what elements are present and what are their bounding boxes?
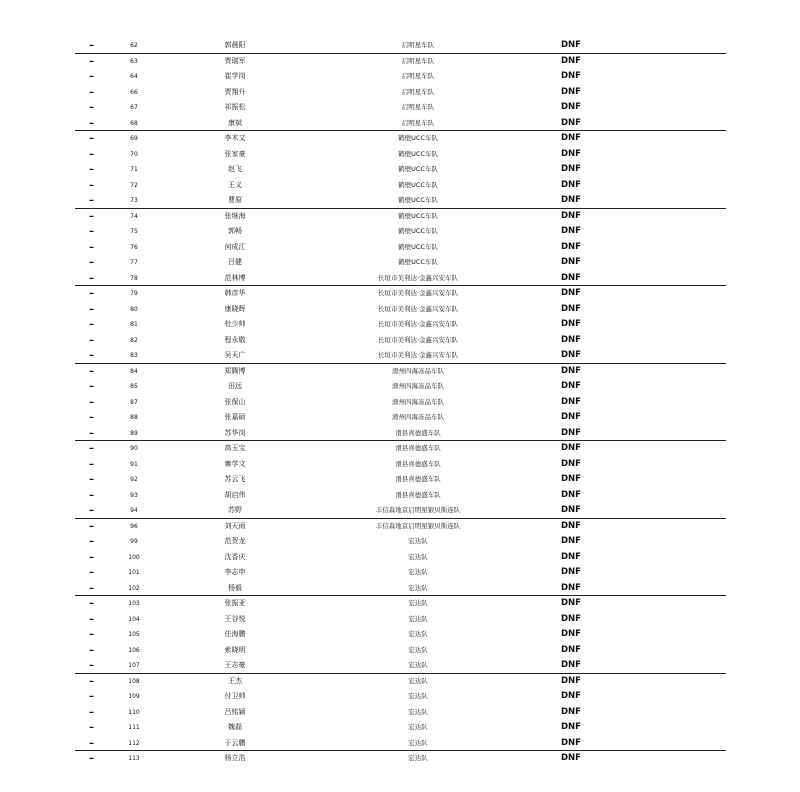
rank-cell: –	[89, 613, 94, 625]
rank-cell: –	[89, 257, 94, 268]
team-name-cell: 鹤壁UCC车队	[398, 227, 438, 235]
table-row	[75, 705, 726, 721]
result-cell: DNF	[561, 148, 581, 159]
table-row	[75, 720, 726, 736]
rider-name-cell: 范贺龙	[224, 537, 246, 545]
rank-cell: –	[89, 303, 94, 315]
rider-name-cell: 胡启伟	[224, 490, 246, 499]
rank-cell: –	[89, 288, 94, 299]
result-cell: DNF	[561, 753, 581, 763]
bib-number-cell: 105	[128, 631, 140, 638]
bib-number-cell: 99	[130, 538, 138, 545]
rider-name-cell: 张嘉硕	[224, 413, 246, 421]
rider-name-cell: 吕健	[228, 258, 242, 266]
rider-name-cell: 康晓辉	[224, 304, 246, 313]
rank-cell: –	[89, 179, 94, 191]
table-row	[75, 100, 726, 116]
result-cell: DNF	[561, 303, 581, 314]
result-cell: DNF	[561, 396, 581, 407]
bib-number-cell: 70	[130, 150, 138, 158]
bib-number-cell: 73	[130, 197, 138, 204]
rank-cell: –	[89, 644, 94, 656]
bib-number-cell: 90	[130, 445, 138, 452]
result-cell: DNF	[561, 474, 581, 484]
team-name-cell: 鹤壁UCC车队	[398, 149, 438, 158]
rider-name-cell: 张家豪	[224, 149, 246, 158]
result-cell: DNF	[561, 427, 581, 438]
result-cell: DNF	[561, 102, 581, 112]
rank-cell: –	[89, 226, 94, 237]
team-name-cell: 滑县喜德盛车队	[395, 475, 441, 483]
rider-name-cell: 苏野	[228, 506, 242, 514]
team-name-cell: 长垣市美利达·金鑫兴安车队	[377, 320, 459, 328]
table-row	[75, 751, 726, 767]
bib-number-cell: 107	[128, 662, 140, 669]
team-name-cell: 鹤壁UCC车队	[398, 180, 438, 189]
team-name-cell: 鹤壁UCC车队	[398, 258, 438, 266]
rank-cell: –	[89, 474, 94, 485]
bib-number-cell: 101	[128, 569, 140, 576]
rider-name-cell: 索晓明	[224, 645, 246, 654]
rank-cell: –	[89, 272, 94, 284]
bib-number-cell: 91	[130, 460, 138, 468]
result-cell: DNF	[561, 210, 581, 221]
rank-cell: –	[89, 71, 94, 82]
team-name-cell: 启明星车队	[401, 103, 435, 111]
table-row	[75, 689, 726, 705]
table-row	[75, 286, 726, 302]
bib-number-cell: 111	[128, 724, 140, 731]
team-name-cell: 滑州四海冻品车队	[392, 413, 444, 421]
bib-number-cell: 84	[130, 367, 138, 375]
bib-number-cell: 78	[130, 274, 138, 282]
result-cell: DNF	[561, 536, 581, 546]
rank-cell: –	[89, 489, 94, 501]
table-row	[75, 379, 726, 395]
rider-name-cell: 何成江	[224, 242, 246, 251]
rider-name-cell: 苏华岗	[224, 428, 246, 437]
rank-cell: –	[89, 520, 94, 532]
result-cell: DNF	[561, 319, 581, 329]
table-row	[75, 441, 726, 457]
rank-cell: –	[89, 443, 94, 454]
table-row	[75, 131, 726, 147]
result-cell: DNF	[561, 381, 581, 391]
bib-number-cell: 74	[130, 212, 138, 220]
team-name-cell: 鹤壁UCC车队	[398, 242, 438, 251]
rank-cell: –	[89, 753, 94, 764]
rider-name-cell: 王志豪	[224, 661, 246, 669]
team-name-cell: 滑州四海冻品车队	[392, 382, 444, 390]
result-cell: DNF	[561, 567, 581, 577]
result-cell: DNF	[561, 164, 581, 174]
team-name-cell: 宏达队	[408, 707, 428, 716]
result-cell: DNF	[561, 71, 581, 81]
team-name-cell: 丰信森地京启明星银贝斯连队	[375, 521, 461, 530]
bib-number-cell: 83	[130, 352, 138, 359]
rank-cell: –	[89, 117, 94, 129]
team-name-cell: 宏达队	[408, 552, 428, 561]
team-name-cell: 宏达队	[408, 754, 428, 762]
rider-name-cell: 杜少帅	[224, 320, 246, 328]
table-row	[75, 302, 726, 318]
table-row	[75, 162, 726, 178]
result-cell: DNF	[561, 40, 581, 50]
bib-number-cell: 80	[130, 305, 138, 313]
table-row	[75, 209, 726, 225]
team-name-cell: 滑县喜德盛车队	[395, 459, 441, 468]
rank-cell: –	[89, 350, 94, 361]
bib-number-cell: 66	[130, 88, 138, 96]
rank-cell: –	[89, 164, 94, 175]
bib-number-cell: 88	[130, 414, 138, 421]
table-row	[75, 178, 726, 194]
rider-name-cell: 于云鹏	[224, 738, 246, 747]
rider-name-cell: 杨毅	[228, 583, 242, 592]
result-cell: DNF	[561, 737, 581, 748]
team-name-cell: 宏达队	[408, 723, 428, 731]
team-name-cell: 丰信森地京启明星银贝斯连队	[375, 506, 461, 514]
result-cell: DNF	[561, 505, 581, 515]
rank-cell: –	[89, 195, 94, 206]
bib-number-cell: 94	[130, 507, 138, 514]
result-cell: DNF	[561, 706, 581, 717]
result-cell: DNF	[561, 613, 581, 624]
result-cell: DNF	[561, 241, 581, 252]
team-name-cell: 启明星车队	[401, 56, 435, 65]
result-cell: DNF	[561, 55, 581, 66]
table-row	[75, 534, 726, 550]
rank-cell: –	[89, 675, 94, 687]
bib-number-cell: 93	[130, 491, 138, 499]
team-name-cell: 启明星车队	[401, 87, 435, 96]
result-cell: DNF	[561, 257, 581, 267]
team-name-cell: 鹤壁UCC车队	[398, 196, 438, 204]
table-row	[75, 643, 726, 659]
rider-name-cell: 寨学文	[224, 459, 246, 468]
bib-number-cell: 67	[130, 104, 138, 111]
result-cell: DNF	[561, 365, 581, 376]
result-cell: DNF	[561, 629, 581, 639]
result-cell: DNF	[561, 458, 581, 469]
table-row	[75, 410, 726, 426]
table-row	[75, 736, 726, 752]
rider-name-cell: 赵飞	[228, 165, 242, 173]
rider-name-cell: 李木又	[224, 134, 246, 142]
bib-number-cell: 68	[130, 119, 138, 127]
result-cell: DNF	[561, 691, 581, 701]
rank-cell: –	[89, 505, 94, 516]
bib-number-cell: 71	[130, 166, 138, 173]
rank-cell: –	[89, 551, 94, 563]
rider-name-cell: 韩彦华	[224, 289, 246, 297]
bib-number-cell: 81	[130, 321, 138, 328]
rider-name-cell: 张保山	[224, 397, 246, 406]
rank-cell: –	[89, 722, 94, 733]
bib-number-cell: 72	[130, 181, 138, 189]
rank-cell: –	[89, 629, 94, 640]
team-name-cell: 宏达队	[408, 568, 428, 576]
table-row	[75, 224, 726, 240]
table-row	[75, 333, 726, 349]
rank-cell: –	[89, 381, 94, 392]
rider-name-cell: 范林博	[224, 273, 246, 282]
team-name-cell: 宏达队	[408, 537, 428, 545]
rank-cell: –	[89, 102, 94, 113]
team-name-cell: 鹤壁UCC车队	[398, 134, 438, 142]
rider-name-cell: 郭晨阳	[224, 41, 246, 49]
rank-cell: –	[89, 40, 94, 51]
team-name-cell: 滑县喜德盛车队	[395, 428, 441, 437]
table-row	[75, 240, 726, 256]
rider-name-cell: 吕铭颖	[224, 707, 246, 716]
result-cell: DNF	[561, 226, 581, 236]
result-cell: DNF	[561, 582, 581, 593]
team-name-cell: 宏达队	[408, 676, 428, 685]
table-row	[75, 612, 726, 628]
table-row	[75, 519, 726, 535]
table-row	[75, 364, 726, 380]
rank-cell: –	[89, 660, 94, 671]
team-name-cell: 宏达队	[408, 614, 428, 623]
result-cell: DNF	[561, 722, 581, 732]
table-row	[75, 395, 726, 411]
rider-name-cell: 吴天广	[224, 351, 246, 359]
result-cell: DNF	[561, 179, 581, 190]
rank-cell: –	[89, 458, 94, 470]
team-name-cell: 宏达队	[408, 738, 428, 747]
result-cell: DNF	[561, 117, 581, 128]
bib-number-cell: 104	[128, 615, 140, 623]
bib-number-cell: 87	[130, 398, 138, 406]
bib-number-cell: 102	[128, 584, 140, 592]
bib-number-cell: 77	[130, 259, 138, 266]
rider-name-cell: 康斌	[228, 118, 242, 127]
table-row	[75, 457, 726, 473]
rider-name-cell: 王义	[228, 180, 242, 189]
rank-cell: –	[89, 396, 94, 408]
rider-name-cell: 田远	[228, 382, 242, 390]
rank-cell: –	[89, 691, 94, 702]
team-name-cell: 启明星车队	[401, 118, 435, 127]
rank-cell: –	[89, 582, 94, 594]
rider-name-cell: 苏云飞	[224, 475, 246, 483]
rider-name-cell: 高玉宝	[224, 444, 246, 452]
rider-name-cell: 贾翔升	[224, 87, 246, 96]
table-row	[75, 627, 726, 643]
rank-cell: –	[89, 536, 94, 547]
rider-name-cell: 付卫帅	[224, 692, 246, 700]
rank-cell: –	[89, 598, 94, 609]
rider-name-cell: 郑腾博	[224, 366, 246, 375]
rank-cell: –	[89, 737, 94, 749]
rider-name-cell: 任海鹏	[224, 630, 246, 638]
rank-cell: –	[89, 567, 94, 578]
team-name-cell: 滑县喜德盛车队	[395, 490, 441, 499]
table-row	[75, 38, 726, 54]
result-cell: DNF	[561, 551, 581, 562]
table-row	[75, 550, 726, 566]
bib-number-cell: 110	[128, 708, 140, 716]
rider-name-cell: 崔学岗	[224, 72, 246, 80]
team-name-cell: 启明星车队	[401, 41, 435, 49]
bib-number-cell: 96	[130, 522, 138, 530]
team-name-cell: 长垣市美利达·金鑫兴安车队	[377, 351, 459, 359]
team-name-cell: 滑县喜德盛车队	[395, 444, 441, 452]
table-row	[75, 503, 726, 519]
team-name-cell: 宏达队	[408, 645, 428, 654]
result-cell: DNF	[561, 489, 581, 500]
bib-number-cell: 100	[128, 553, 140, 561]
table-row	[75, 69, 726, 85]
bib-number-cell: 82	[130, 336, 138, 344]
table-row	[75, 255, 726, 271]
table-row	[75, 147, 726, 163]
result-cell: DNF	[561, 443, 581, 453]
team-name-cell: 长垣市美利达·金鑫兴安车队	[377, 304, 459, 313]
rank-cell: –	[89, 365, 94, 377]
result-cell: DNF	[561, 350, 581, 360]
table-row	[75, 426, 726, 442]
bib-number-cell: 62	[130, 42, 138, 49]
table-row	[75, 596, 726, 612]
team-name-cell: 长垣市美利达·金鑫兴安车队	[377, 335, 459, 344]
bib-number-cell: 64	[130, 73, 138, 80]
rider-name-cell: 王杰	[228, 676, 242, 685]
result-cell: DNF	[561, 412, 581, 422]
results-table	[75, 38, 726, 767]
table-row	[75, 317, 726, 333]
rider-name-cell: 贾瑞军	[224, 56, 246, 65]
rider-name-cell: 沈香庆	[224, 552, 246, 561]
bib-number-cell: 92	[130, 476, 138, 483]
rank-cell: –	[89, 334, 94, 346]
team-name-cell: 启明星车队	[401, 72, 435, 80]
rank-cell: –	[89, 86, 94, 98]
table-row	[75, 581, 726, 597]
rank-cell: –	[89, 706, 94, 718]
rank-cell: –	[89, 319, 94, 330]
rank-cell: –	[89, 241, 94, 253]
bib-number-cell: 76	[130, 243, 138, 251]
result-cell: DNF	[561, 660, 581, 670]
result-cell: DNF	[561, 520, 581, 531]
result-cell: DNF	[561, 288, 581, 298]
team-name-cell: 滑州四海冻品车队	[392, 366, 444, 375]
bib-number-cell: 113	[128, 755, 140, 762]
bib-number-cell: 79	[130, 290, 138, 297]
team-name-cell: 鹤壁UCC车队	[398, 211, 438, 220]
rider-name-cell: 魏磊	[228, 723, 242, 731]
bib-number-cell: 63	[130, 57, 138, 65]
table-row	[75, 658, 726, 674]
rider-name-cell: 王谷悦	[224, 614, 246, 623]
bib-number-cell: 109	[128, 693, 140, 700]
table-row	[75, 565, 726, 581]
table-row	[75, 271, 726, 287]
table-row	[75, 85, 726, 101]
bib-number-cell: 89	[130, 429, 138, 437]
table-row	[75, 488, 726, 504]
bib-number-cell: 106	[128, 646, 140, 654]
team-name-cell: 鹤壁UCC车队	[398, 165, 438, 173]
bib-number-cell: 108	[128, 677, 140, 685]
rank-cell: –	[89, 427, 94, 439]
rank-cell: –	[89, 133, 94, 144]
table-row	[75, 116, 726, 132]
table-row	[75, 54, 726, 70]
table-row	[75, 472, 726, 488]
rider-name-cell: 程永敬	[224, 335, 246, 344]
team-name-cell: 宏达队	[408, 661, 428, 669]
rider-name-cell: 祁振松	[224, 103, 246, 111]
rider-name-cell: 杨立浩	[224, 754, 246, 762]
table-row	[75, 674, 726, 690]
rider-name-cell: 刘天雨	[224, 521, 246, 530]
bib-number-cell: 103	[128, 600, 140, 607]
rank-cell: –	[89, 148, 94, 160]
team-name-cell: 宏达队	[408, 599, 428, 607]
result-cell: DNF	[561, 272, 581, 283]
team-name-cell: 宏达队	[408, 692, 428, 700]
result-cell: DNF	[561, 598, 581, 608]
team-name-cell: 长垣市美利达·金鑫兴安车队	[377, 273, 459, 282]
result-cell: DNF	[561, 86, 581, 97]
rider-name-cell: 张振亚	[224, 599, 246, 607]
rank-cell: –	[89, 55, 94, 67]
bib-number-cell: 69	[130, 135, 138, 142]
rank-cell: –	[89, 412, 94, 423]
team-name-cell: 滑州四海冻品车队	[392, 397, 444, 406]
bib-number-cell: 112	[128, 739, 140, 747]
result-cell: DNF	[561, 675, 581, 686]
rider-name-cell: 张继海	[224, 211, 246, 220]
rider-name-cell: 李志申	[224, 568, 246, 576]
bib-number-cell: 85	[130, 383, 138, 390]
result-cell: DNF	[561, 644, 581, 655]
result-cell: DNF	[561, 334, 581, 345]
result-cell: DNF	[561, 195, 581, 205]
result-cell: DNF	[561, 133, 581, 143]
table-row	[75, 348, 726, 364]
team-name-cell: 宏达队	[408, 583, 428, 592]
team-name-cell: 长垣市美利达·金鑫兴安车队	[377, 289, 459, 297]
rank-cell: –	[89, 210, 94, 222]
rider-name-cell: 郭畅	[228, 227, 242, 235]
table-row	[75, 193, 726, 209]
bib-number-cell: 75	[130, 228, 138, 235]
team-name-cell: 宏达队	[408, 630, 428, 638]
rider-name-cell: 曹原	[228, 196, 242, 204]
